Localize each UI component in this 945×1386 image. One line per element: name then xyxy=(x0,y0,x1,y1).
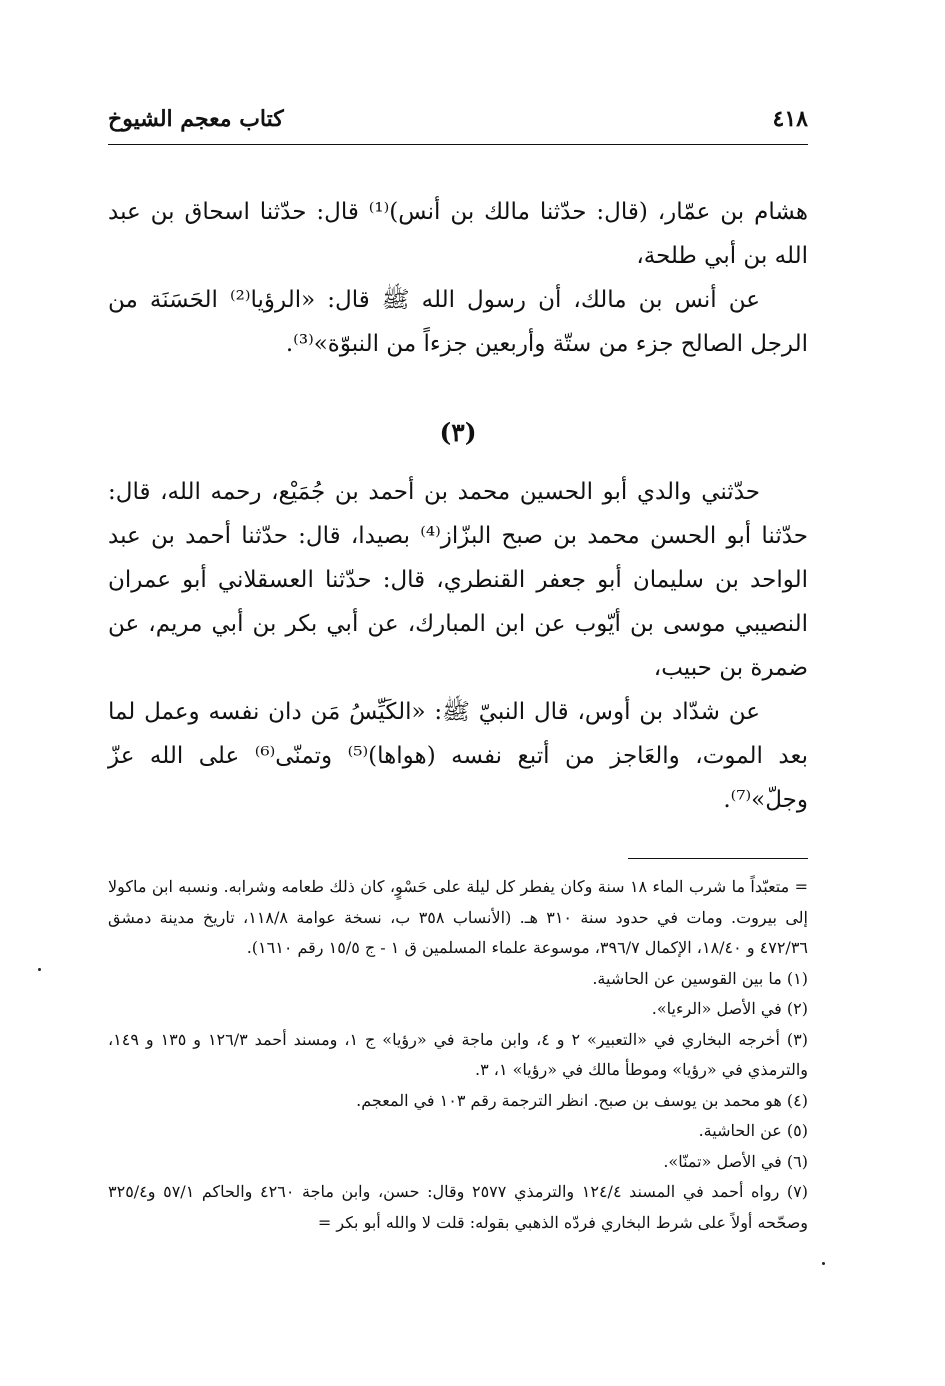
footnotes xyxy=(108,872,808,1238)
footnote: (٥) عن الحاشية. xyxy=(698,1121,808,1140)
footnote: (١) ما بين القوسين عن الحاشية. xyxy=(592,968,808,988)
footnote: = متعبّداً ما شرب الماء ١٨ سنة وكان يفطر كل ليلة على حَسْوٍ، كان ذلك طعامه وشرابه. ونسبه ابن ماكولا إلى بيروت. ومات في حدود سنة ٣١٠ هـ. (الأنساب ٣٥٨ ب، نسخة عوامة ١١٨/٨، تاريخ مدينة دمشق ٤٧٢/٣٦ و ١٨/٤٠، الإكمال ٣٩٦/٧، موسوعة علماء المسلمين ق ١ - ج ١٥/٥ رقم ١٦١٠). xyxy=(108,877,808,957)
section-text xyxy=(108,470,808,822)
footnote: (٢) في الأصل «الرءيا». xyxy=(651,999,808,1018)
footnote: (٤) هو محمد بن يوسف بن صبح. انظر الترجمة رقم ١٠٣ في المعجم. xyxy=(356,1090,808,1110)
footnote: (٧) رواه أحمد في المسند ١٢٤/٤ والترمذي ٢٥٧٧ وقال: حسن، وابن ماجة ٤٢٦٠ والحاكم ٥٧/١ و٣٢٥/٤ وصحّحه أولاً على شرط البخاري فردّه الذهبي بقوله: قلت لا والله أبو بكر = xyxy=(108,1182,809,1232)
page-header xyxy=(108,100,808,145)
opening-text xyxy=(108,190,808,366)
scan-speck xyxy=(38,968,41,971)
running-title: كتاب معجم الشيوخ xyxy=(108,106,284,132)
footnote: (٣) أخرجه البخاري في «التعبير» ٢ و ٤، وابن ماجة في «رؤيا» ج ١، ومسند أحمد ١٢٦/٣ و ١٣٥ و ١٤٩، والترمذي في «رؤيا» وموطأ مالك في «رؤيا» ١، ٣. xyxy=(108,1029,808,1079)
paragraph: عن شدّاد بن أوس، قال النبيّ ﷺ: «الكَيِّسُ مَن دان نفسه وعمل لما بعد الموت، والعَاجز من أتبع نفسه (هواها)⁽⁵⁾ وتمنّى⁽⁶⁾ على الله عزّ وجلّ»⁽⁷⁾. xyxy=(108,699,808,813)
scan-speck xyxy=(822,1262,825,1265)
paragraph: حدّثني والدي أبو الحسين محمد بن أحمد بن جُمَيْع، رحمه الله، قال: حدّثنا أبو الحسن محمد بن صبح البزّاز⁽⁴⁾ بصيدا، قال: حدّثنا أحمد بن عبد الواحد بن سليمان أبو جعفر القنطري، قال: حدّثنا العسقلاني أبو عمران النصيبي موسى بن أيّوب عن ابن المبارك، عن أبي بكر بن أبي مريم، عن ضمرة بن حبيب، xyxy=(108,479,809,681)
paragraph: هشام بن عمّار، (قال: حدّثنا مالك بن أنس)⁽¹⁾ قال: حدّثنا اسحاق بن عبد الله بن أبي طلحة، xyxy=(108,199,808,269)
footnote-separator xyxy=(628,858,808,859)
section-number: (٣) xyxy=(439,418,477,447)
page-number: ٤١٨ xyxy=(772,106,808,132)
paragraph: عن أنس بن مالك، أن رسول الله ﷺ قال: «الرؤيا⁽²⁾ الحَسَنَة من الرجل الصالح جزء من ستّة وأربعين جزءاً من النبوّة»⁽³⁾. xyxy=(108,287,808,357)
footnote: (٦) في الأصل «تمنّا». xyxy=(663,1151,808,1171)
